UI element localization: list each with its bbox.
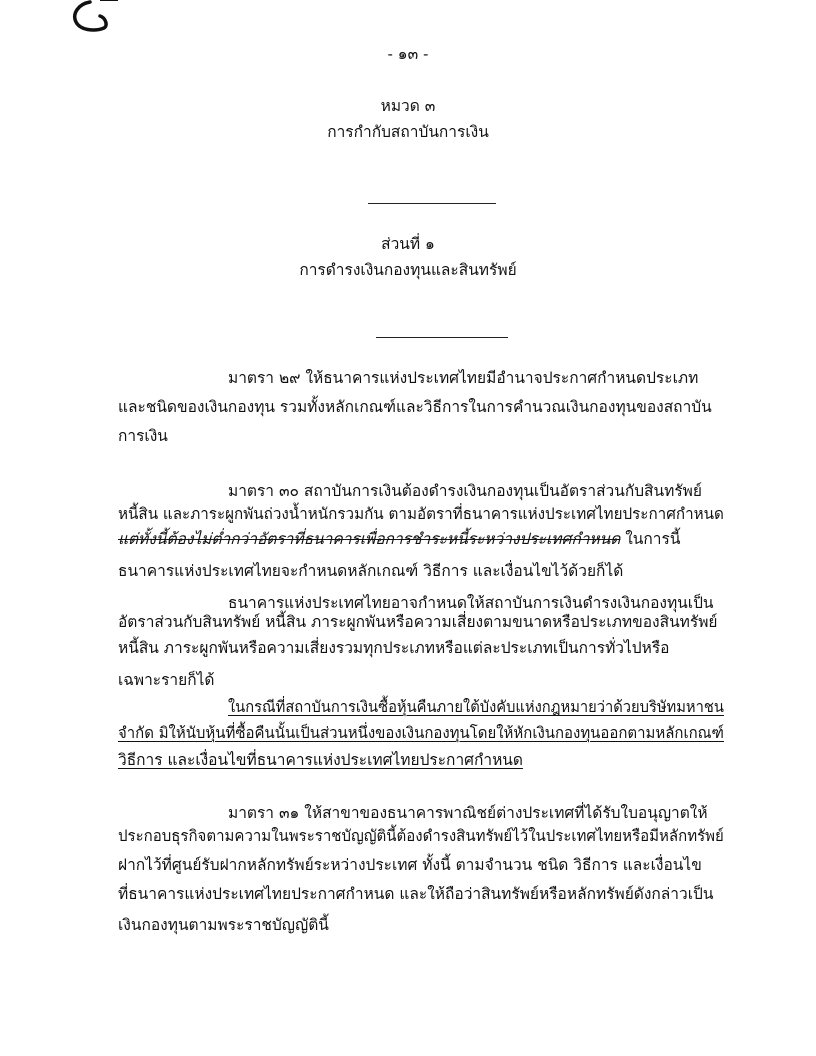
sec31-line1: มาตรา ๓๑ ให้สาขาของธนาคารพาณิชย์ต่างประเทศที่ได้รับใบอนุญาตให้ [228, 804, 708, 822]
sec30-p2-line4: เฉพาะรายก็ได้ [118, 671, 215, 689]
sec30-p3-line1: ในกรณีที่สถาบันการเงินซื้อหุ้นคืนภายใต้บังคับแห่งกฎหมายว่าด้วยบริษัทมหาชน [228, 698, 724, 716]
sec31-line5: เงินกองทุนตามพระราชบัญญัตินี้ [118, 916, 329, 934]
chapter-title: การกำกับสถาบันการเงิน [327, 123, 489, 141]
sec30-line2: หนี้สิน และภาระผูกพันถ่วงน้ำหนักรวมกัน ตามอัตราที่ธนาคารแห่งประเทศไทยประกาศกำหนด [118, 505, 724, 523]
sec30-line3 [118, 529, 680, 549]
sec30-p3-line2: จำกัด มิให้นับหุ้นที่ซื้อคืนนั้นเป็นส่วนหนึ่งของเงินกองทุนโดยให้หักเงินกองทุนออกตามหลักเกณฑ์ [118, 724, 724, 742]
sec31-line4: ที่ธนาคารแห่งประเทศไทยประกาศกำหนด และให้ถือว่าสินทรัพย์หรือหลักทรัพย์ดังกล่าวเป็น [118, 885, 714, 903]
sec30-p2-line3: หนี้สิน ภาระผูกพันหรือความเสี่ยงรวมทุกประเภทหรือแต่ละประเภทเป็นการทั่วไปหรือ [118, 639, 670, 657]
sec29-line1: มาตรา ๒๙ ให้ธนาคารแห่งประเทศไทยมีอำนาจประกาศกำหนดประเภท [228, 369, 699, 387]
divider-1 [368, 203, 496, 204]
section-label: ส่วนที่ ๑ [381, 235, 435, 253]
sec30-line4: ธนาคารแห่งประเทศไทยจะกำหนดหลักเกณฑ์ วิธีการ และเงื่อนไขไว้ด้วยก็ได้ [118, 562, 624, 580]
handwritten-mark-icon [60, 0, 120, 40]
sec30-p3-line3: วิธีการ และเงื่อนไขที่ธนาคารแห่งประเทศไทยประกาศกำหนด [118, 751, 523, 769]
sec30-line3-tail: ในการนี้ [620, 530, 681, 548]
sec30-p2-line1: ธนาคารแห่งประเทศไทยอาจกำหนดให้สถาบันการเงินดำรงเงินกองทุนเป็น [228, 594, 714, 612]
sec29-line2: และชนิดของเงินกองทุน รวมทั้งหลักเกณฑ์และวิธีการในการคำนวณเงินกองทุนของสถาบัน [118, 398, 712, 416]
divider-2 [376, 337, 508, 338]
sec29-line3: การเงิน [118, 427, 168, 445]
struck-text: แต่ทั้งนี้ต้องไม่ต่ำกว่าอัตราที่ธนาคารเพื่อการชำระหนี้ระหว่างประเทศกำหนด [118, 530, 621, 548]
sec31-line2: ประกอบธุรกิจตามความในพระราชบัญญัตินี้ต้องดำรงสินทรัพย์ไว้ในประเทศไทยหรือมีหลักทรัพย์ [118, 827, 724, 845]
sec30-line1: มาตรา ๓๐ สถาบันการเงินต้องดำรงเงินกองทุนเป็นอัตราส่วนกับสินทรัพย์ [228, 482, 702, 500]
page-number: - ๑๓ - [387, 45, 429, 63]
sec30-p2-line2: อัตราส่วนกับสินทรัพย์ หนี้สิน ภาระผูกพันหรือความเสี่ยงตามขนาดหรือประเภทของสินทรัพย์ [118, 613, 718, 631]
section-title: การดำรงเงินกองทุนและสินทรัพย์ [299, 261, 517, 279]
sec31-line3: ฝากไว้ที่ศูนย์รับฝากหลักทรัพย์ระหว่างประเทศ ทั้งนี้ ตามจำนวน ชนิด วิธีการ และเงื่อนไข [118, 856, 702, 874]
chapter-label: หมวด ๓ [380, 97, 436, 115]
